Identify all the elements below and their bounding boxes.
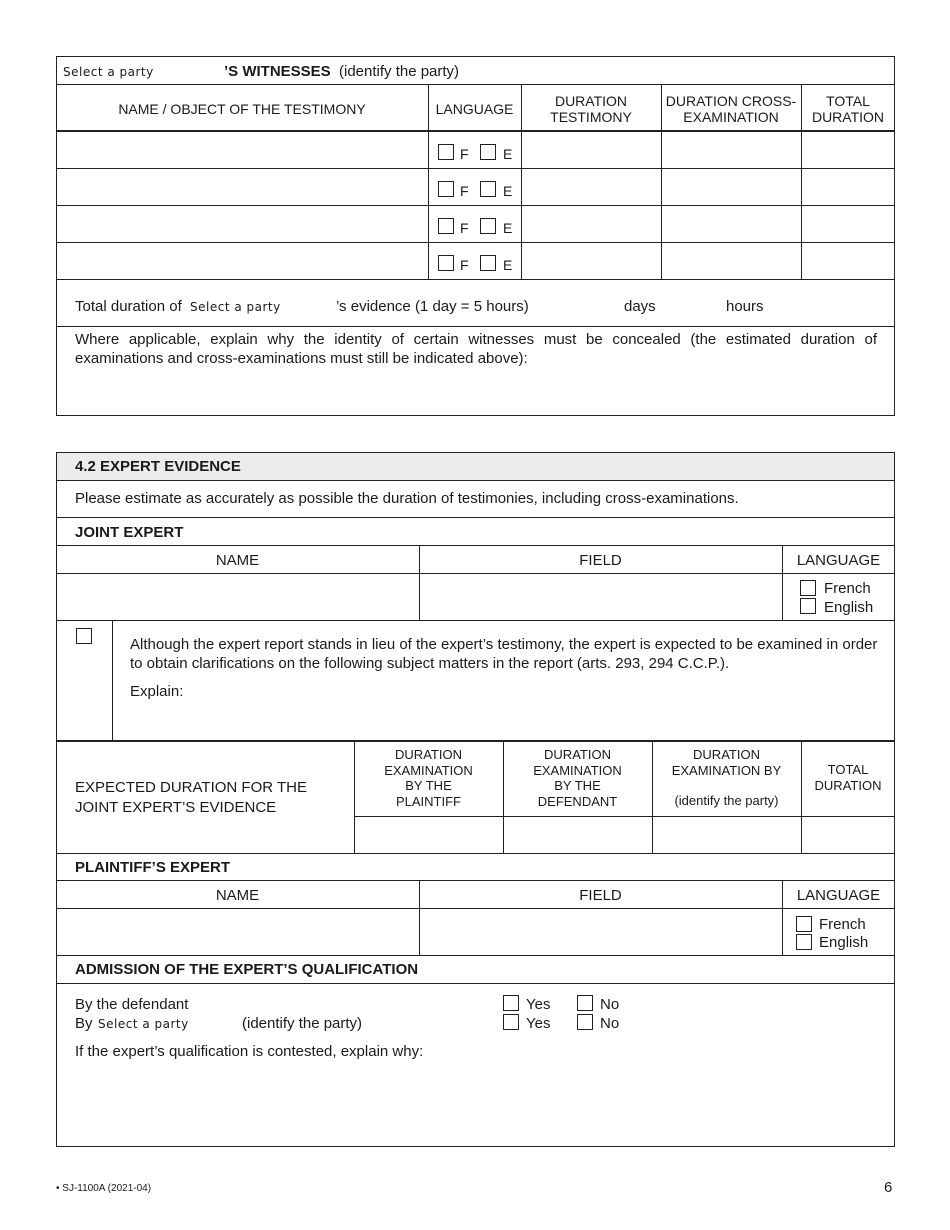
joint-english-checkbox[interactable] bbox=[800, 598, 816, 614]
explain-input[interactable] bbox=[113, 700, 894, 739]
dur-defendant-header bbox=[503, 747, 652, 809]
col-name-object: NAME / OBJECT OF THE TESTIMONY bbox=[118, 101, 366, 117]
by-defendant-label: By the defendant bbox=[75, 996, 189, 1013]
lang-e-label: E bbox=[503, 220, 513, 236]
joint-english-label: English bbox=[824, 599, 874, 616]
col-duration-testimony bbox=[521, 93, 661, 125]
defendant-yes-label: Yes bbox=[526, 996, 551, 1013]
party-no-checkbox[interactable] bbox=[577, 1014, 593, 1030]
plaintiff-french-label: French bbox=[819, 916, 866, 933]
col-total-duration bbox=[801, 93, 895, 125]
dur-plaintiff-l2: EXAMINATION bbox=[384, 762, 473, 778]
total-duration-party-select[interactable]: Select a party bbox=[190, 300, 281, 314]
dur-by-note: (identify the party) bbox=[674, 793, 779, 808]
witness-row-3-english-checkbox[interactable] bbox=[480, 218, 496, 234]
joint-french-label: French bbox=[824, 580, 871, 597]
witnesses-title: ’S WITNESSES bbox=[224, 63, 331, 80]
dur-plaintiff-header bbox=[354, 747, 503, 809]
plaintiff-english-label: English bbox=[819, 934, 869, 951]
witness-row-3-french-checkbox[interactable] bbox=[438, 218, 454, 234]
party-yes-checkbox[interactable] bbox=[503, 1014, 519, 1030]
defendant-no-label: No bbox=[600, 996, 620, 1013]
joint-col-field: FIELD bbox=[579, 552, 622, 569]
by-party-prefix: By bbox=[75, 1015, 93, 1032]
witness-row-1-english-checkbox[interactable] bbox=[480, 144, 496, 160]
joint-col-language: LANGUAGE bbox=[796, 552, 881, 569]
dur-plaintiff-input[interactable] bbox=[355, 817, 502, 852]
lang-f-label: F bbox=[460, 183, 469, 199]
witnesses-title-note: (identify the party) bbox=[339, 63, 460, 80]
witness-row-2-english-checkbox[interactable] bbox=[480, 181, 496, 197]
joint-total-header bbox=[801, 762, 895, 794]
expected-duration-label bbox=[75, 778, 307, 818]
dur-defendant-l1: DURATION bbox=[544, 747, 611, 762]
examination-expected-checkbox[interactable] bbox=[76, 628, 92, 644]
joint-expert-name-input[interactable] bbox=[57, 574, 418, 619]
col-total-line2: DURATION bbox=[811, 109, 885, 125]
joint-total-l2: DURATION bbox=[814, 778, 882, 793]
joint-expert-title: JOINT EXPERT bbox=[75, 524, 184, 541]
col-cross-line2: EXAMINATION bbox=[683, 109, 779, 125]
page-number: 6 bbox=[884, 1179, 893, 1196]
dur-defendant-input[interactable] bbox=[504, 817, 651, 852]
witness-row-1-french-checkbox[interactable] bbox=[438, 144, 454, 160]
expected-line2: JOINT EXPERT’S EVIDENCE bbox=[75, 799, 277, 816]
explain-label: Explain: bbox=[130, 683, 184, 700]
lang-e-label: E bbox=[503, 257, 513, 273]
col-language: LANGUAGE bbox=[435, 101, 514, 117]
dur-plaintiff-l1: DURATION bbox=[395, 747, 462, 762]
lang-e-label: E bbox=[503, 146, 513, 162]
plaintiff-expert-name-input[interactable] bbox=[57, 909, 418, 954]
joint-french-checkbox[interactable] bbox=[800, 580, 816, 596]
admission-party-select[interactable]: Select a party bbox=[98, 1017, 189, 1031]
witness-row-2-french-checkbox[interactable] bbox=[438, 181, 454, 197]
plaintiff-french-checkbox[interactable] bbox=[796, 916, 812, 932]
days-label: days bbox=[624, 298, 656, 315]
joint-col-name: NAME bbox=[215, 552, 260, 569]
party-no-label: No bbox=[600, 1015, 620, 1032]
conceal-explanation-field[interactable] bbox=[57, 370, 894, 414]
col-duration-cross bbox=[661, 93, 801, 125]
plaintiff-col-field: FIELD bbox=[579, 887, 622, 904]
dur-plaintiff-l3: BY THE bbox=[405, 778, 452, 793]
lang-f-label: F bbox=[460, 220, 469, 236]
col-total-line1: TOTAL bbox=[826, 93, 870, 109]
expert-intro: Please estimate as accurately as possible the duration of testimonies, including cross-examinations. bbox=[75, 490, 739, 507]
expected-line1: EXPECTED DURATION FOR THE bbox=[75, 779, 307, 796]
defendant-no-checkbox[interactable] bbox=[577, 995, 593, 1011]
dur-by-l2: EXAMINATION BY bbox=[671, 762, 782, 778]
defendant-yes-checkbox[interactable] bbox=[503, 995, 519, 1011]
joint-expert-field-input[interactable] bbox=[420, 574, 781, 619]
total-duration-prefix: Total duration of bbox=[75, 298, 182, 315]
dur-plaintiff-l4: PLAINTIFF bbox=[395, 793, 461, 809]
witness-row-3-name[interactable] bbox=[57, 206, 427, 242]
section-title: 4.2 EXPERT EVIDENCE bbox=[75, 458, 241, 475]
witness-row-4-english-checkbox[interactable] bbox=[480, 255, 496, 271]
dur-by-header bbox=[652, 747, 801, 809]
dur-by-input[interactable] bbox=[653, 817, 800, 852]
dur-defendant-l3: BY THE bbox=[554, 778, 601, 793]
contested-label: If the expert’s qualification is contested, explain why: bbox=[75, 1043, 424, 1060]
form-code: • SJ-1100A (2021-04) bbox=[56, 1183, 152, 1194]
contested-explanation-input[interactable] bbox=[57, 1064, 894, 1146]
admission-identify-party: (identify the party) bbox=[242, 1015, 363, 1032]
hours-label: hours bbox=[726, 298, 764, 315]
total-duration-suffix: ’s evidence (1 day = 5 hours) bbox=[336, 298, 529, 315]
lang-e-label: E bbox=[503, 183, 513, 199]
witness-party-select[interactable]: Select a party bbox=[63, 65, 154, 79]
witness-row-4-name[interactable] bbox=[57, 243, 427, 279]
lang-f-label: F bbox=[460, 146, 469, 162]
conceal-explanation: Where applicable, explain why the identity of certain witnesses must be concealed (the estimated duration of examinations and cross-examinations must still be indicated above): bbox=[75, 331, 877, 367]
witness-row-1-name[interactable] bbox=[57, 131, 427, 168]
dur-defendant-l4: DEFENDANT bbox=[537, 793, 618, 809]
witness-row-4-french-checkbox[interactable] bbox=[438, 255, 454, 271]
plaintiff-english-checkbox[interactable] bbox=[796, 934, 812, 950]
col-cross-line1: DURATION CROSS- bbox=[665, 93, 797, 109]
plaintiff-expert-field-input[interactable] bbox=[420, 909, 781, 954]
joint-total-l1: TOTAL bbox=[827, 762, 869, 777]
dur-by-l1: DURATION bbox=[693, 747, 760, 762]
col-duration-line1: DURATION bbox=[554, 93, 628, 109]
joint-total-input[interactable] bbox=[802, 817, 894, 852]
col-duration-line2: TESTIMONY bbox=[550, 109, 632, 125]
although-text: Although the expert report stands in lieu of the expert’s testimony, the expert is expected to be examined in order to obtain clarifications on the following subject matters in the report (arts. 293, 294 C.C.P.). bbox=[130, 636, 878, 672]
witness-row-2-name[interactable] bbox=[57, 169, 427, 205]
party-yes-label: Yes bbox=[526, 1015, 551, 1032]
plaintiff-col-name: NAME bbox=[215, 887, 260, 904]
admission-title: ADMISSION OF THE EXPERT’S QUALIFICATION bbox=[75, 961, 419, 978]
dur-defendant-l2: EXAMINATION bbox=[533, 762, 622, 778]
plaintiff-col-language: LANGUAGE bbox=[796, 887, 881, 904]
lang-f-label: F bbox=[460, 257, 469, 273]
plaintiff-expert-title: PLAINTIFF’S EXPERT bbox=[75, 859, 231, 876]
